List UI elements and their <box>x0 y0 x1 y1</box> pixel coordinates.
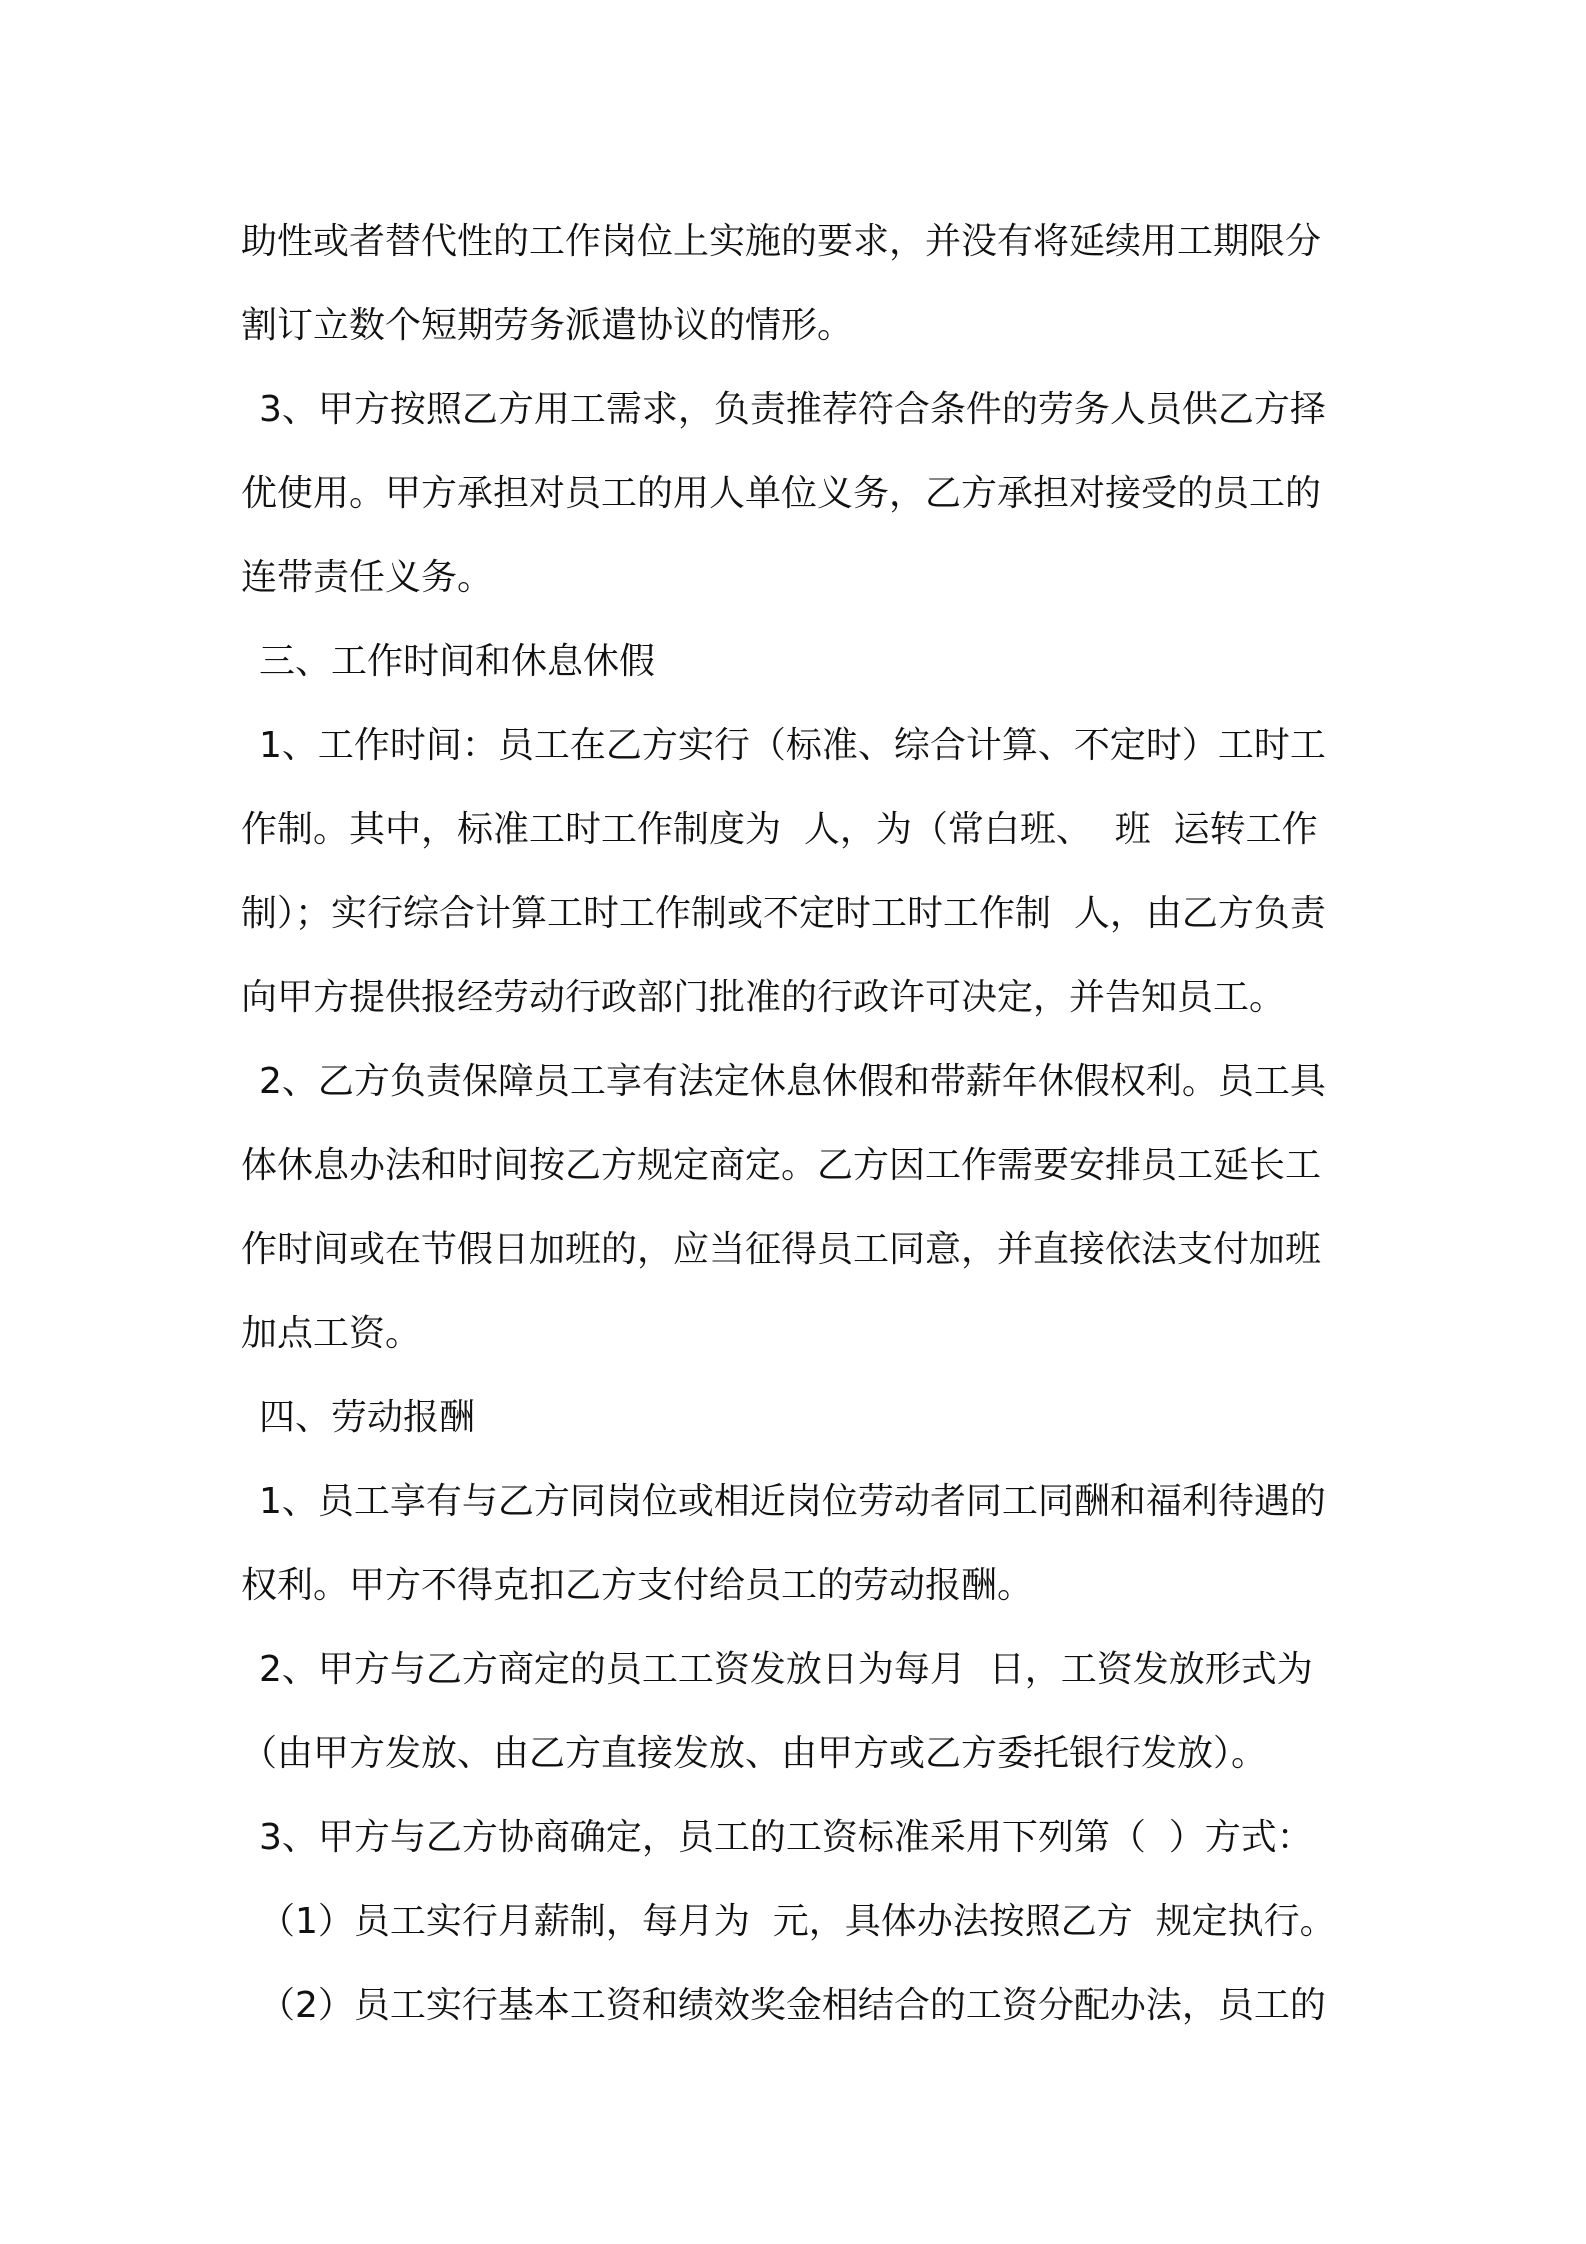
paragraph-line-13: 作时间或在节假日加班的，应当征得员工同意，并直接依法支付加班 <box>241 1229 1322 1270</box>
paragraph-line-12: 体休息办法和时间按乙方规定商定。乙方因工作需要安排员工延长工 <box>241 1145 1322 1186</box>
section-heading-3: 三、工作时间和休息休假 <box>259 641 656 682</box>
paragraph-line-2: 割订立数个短期劳务派遣协议的情形。 <box>241 305 854 346</box>
paragraph-line-5: 连带责任义务。 <box>241 557 494 598</box>
paragraph-line-9: 制）；实行综合计算工时工作制或不定时工时工作制 人，由乙方负责 <box>241 893 1326 934</box>
paragraph-line-17: 权利。甲方不得克扣乙方支付给员工的劳动报酬。 <box>241 1565 1034 1606</box>
paragraph-line-11: 2、乙方负责保障员工享有法定休息休假和带薪年休假权利。员工具 <box>259 1061 1326 1102</box>
paragraph-line-4: 优使用。甲方承担对员工的用人单位义务，乙方承担对接受的员工的 <box>241 473 1322 514</box>
paragraph-line-14: 加点工资。 <box>241 1313 422 1354</box>
paragraph-line-21: （1）员工实行月薪制，每月为 元，具体办法按照乙方 规定执行。 <box>259 1901 1336 1942</box>
paragraph-line-18: 2、甲方与乙方商定的员工工资发放日为每月 日，工资发放形式为 <box>259 1649 1313 1690</box>
paragraph-line-7: 1、工作时间：员工在乙方实行（标准、综合计算、不定时）工时工 <box>259 725 1326 766</box>
paragraph-line-8: 作制。其中，标准工时工作制度为 人，为（常白班、 班 运转工作 <box>241 809 1318 850</box>
paragraph-line-3: 3、甲方按照乙方用工需求，负责推荐符合条件的劳务人员供乙方择 <box>259 389 1326 430</box>
paragraph-line-10: 向甲方提供报经劳动行政部门批准的行政许可决定，并告知员工。 <box>241 977 1286 1018</box>
paragraph-line-16: 1、员工享有与乙方同岗位或相近岗位劳动者同工同酬和福利待遇的 <box>259 1481 1326 1522</box>
document-body <box>241 200 1351 2048</box>
paragraph-line-22: （2）员工实行基本工资和绩效奖金相结合的工资分配办法，员工的 <box>259 1985 1326 2026</box>
section-heading-4: 四、劳动报酬 <box>259 1397 476 1438</box>
paragraph-line-19: （由甲方发放、由乙方直接发放、由甲方或乙方委托银行发放）。 <box>241 1733 1268 1774</box>
paragraph-line-1: 助性或者替代性的工作岗位上实施的要求，并没有将延续用工期限分 <box>241 221 1322 262</box>
paragraph-line-20: 3、甲方与乙方协商确定，员工的工资标准采用下列第（ ）方式： <box>259 1817 1313 1858</box>
